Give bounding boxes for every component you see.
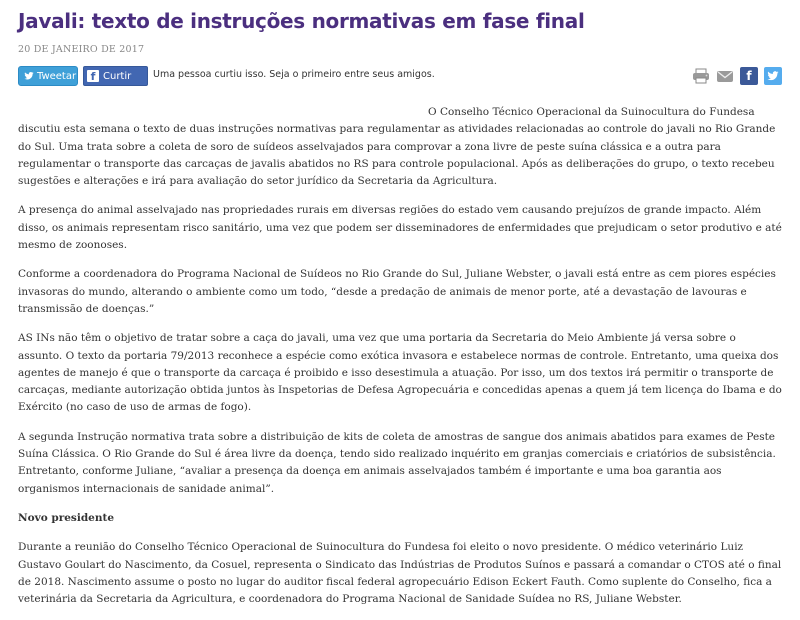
paragraph-intro: O Conselho Técnico Operacional da Suinocultura do Fundesa discutiu esta semana o texto de duas instruções normativas para regulamentar as atividades relacionadas ao controle do javali no Rio Grande do Sul. Uma trata sobre a coleta de soro de suídeos asselvajados para comprovar a zona livre de peste suína clássica e a outra para regulamentar o transporte das carcaças de javalis abatidos no RS para controle populacional. Após as deliberações do grupo, o texto recebeu sugestões e alterações e irá para avaliação do setor jurídico da Secretaria da Agricultura. <box>18 106 776 188</box>
paragraph: A presença do animal asselvajado nas propriedades rurais em diversas regiões do estado vem causando prejuízos de grande impacto. Além disso, os animais representam risco sanitário, uma vez que podem ser disseminadores de enfermidades que prejudicam o setor produtivo e até mesmo de zoonoses. <box>18 204 782 252</box>
tweet-button[interactable] <box>18 66 78 86</box>
facebook-like-button[interactable] <box>83 66 148 86</box>
like-count-text: Uma pessoa curtiu isso. Seja o primeiro entre seus amigos. <box>153 69 435 80</box>
share-tools <box>692 66 782 86</box>
twitter-bird-icon <box>24 71 34 81</box>
paragraph: AS INs não têm o objetivo de tratar sobre a caça do javali, uma vez que uma portaria da Secretaria do Meio Ambiente já versa sobre o assunto. O texto da portaria 79/2013 reconhece a espécie como exótica invasora e estabelece normas de controle. Entretanto, uma queixa dos agentes de manejo é que o transporte da carcaça é proibido e isso desestimula a atuação. Por isso, um dos textos irá permitir o transporte de carcaças, mediante autorização obtida juntos às Inspetorias de Defesa Agropecuária e concedidas apenas a quem já tem licença do Ibama e do Exército (no caso de uso de armas de fogo). <box>18 332 782 414</box>
share-bar <box>18 66 782 86</box>
email-icon[interactable] <box>716 67 734 85</box>
facebook-icon[interactable]: f <box>740 67 758 85</box>
article-body <box>18 104 782 620</box>
paragraph: Conforme a coordenadora do Programa Nacional de Suídeos no Rio Grande do Sul, Juliane Webster, o javali está entre as cem piores espécies invasoras do mundo, alterando o ambiente como um todo, “desde a predação de animais de menor porte, até a devastação de lavouras e transmissão de doenças.” <box>18 268 776 315</box>
section-subheading: Novo presidente <box>18 511 115 524</box>
article-title: Javali: texto de instruções normativas em fase final <box>18 9 585 33</box>
paragraph-closing: Durante a reunião do Conselho Técnico Operacional de Suinocultura do Fundesa foi eleito o novo presidente. O médico veterinário Luiz Gustavo Goulart do Nascimento, da Cosuel, representa o Sindicato das Indústrias de Produtos Suínos e passará a comandar o CTOS até o final de 2018. Nascimento assume o posto no lugar do auditor fiscal federal agropecuário Edison Eckert Fauth. Como suplente do Conselho, fica a veterinária da Secretaria da Agricultura, e coordenadora do Programa Nacional de Sanidade Suídea no RS, Juliane Webster. <box>18 541 782 606</box>
twitter-icon[interactable] <box>764 67 782 85</box>
tweet-label: Tweetar <box>37 70 77 82</box>
print-icon[interactable] <box>692 67 710 85</box>
like-label: Curtir <box>103 70 132 82</box>
article-date: 20 DE JANEIRO DE 2017 <box>18 44 145 55</box>
paragraph: A segunda Instrução normativa trata sobre a distribuição de kits de coleta de amostras de sangue dos animais abatidos para exames de Peste Suína Clássica. O Rio Grande do Sul é área livre da doença, tendo sido realizado inquérito em granjas comerciais e criatórios de subsistência. Entretanto, conforme Juliane, “avaliar a presença da doença em animais asselvajados também é importante e uma boa garantia aos organismos internacionais de sanidade animal”. <box>18 430 776 495</box>
facebook-f-icon: f <box>87 70 99 82</box>
